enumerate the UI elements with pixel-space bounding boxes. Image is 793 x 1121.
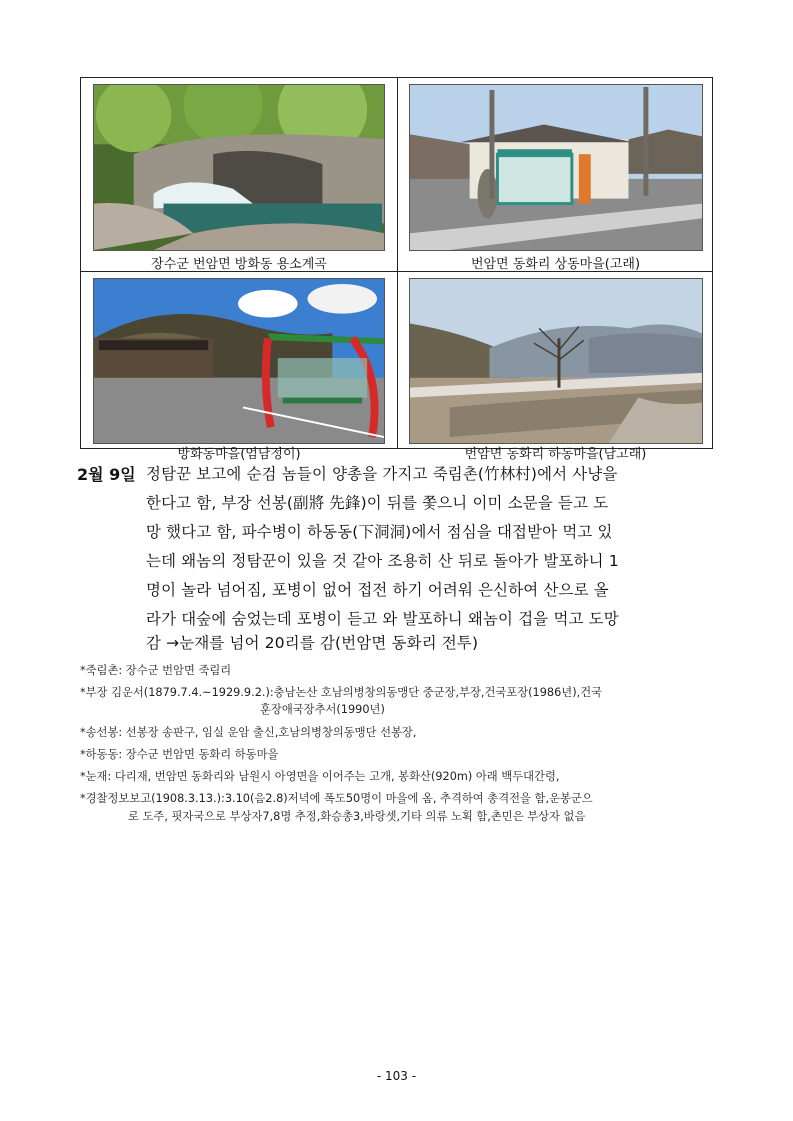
page-number: - 103 -: [376, 1069, 417, 1083]
entry-line: 망 했다고 함, 파수병이 하동동(下洞洞)에서 점심을 대접받아 먹고 있: [146, 523, 613, 541]
photo-valley-waterfall: [93, 84, 385, 251]
entry-date: 2월 9일: [77, 465, 136, 484]
footnote: *경찰정보보고(1908.3.13.):3.10(음2.8)저녁에 폭도50명이 마을에 옴, 추격하여 총격전을 함,운봉군으: [80, 792, 593, 805]
footnote: *부장 김운서(1879.7.4.~1929.9.2.):충남논산 호남의병창의동맹단 중군장,부장,건국포장(1986년),건국: [80, 686, 603, 699]
entry-line: 명이 놀라 넘어짐, 포병이 없어 접전 하기 어려워 은신하여 산으로 올: [146, 581, 609, 599]
footnote: *눈재: 다리재, 번암면 동화리와 남원시 아영면을 이어주는 고개, 봉화산(920m) 아래 백두대간령,: [80, 770, 560, 783]
caption-top-left: 장수군 번암면 방화동 용소계곡: [151, 257, 327, 272]
caption-top-right: 번암면 동화리 상동마을(고래): [470, 257, 641, 272]
entry-line: 한다고 함, 부장 선봉(副將 先鋒)이 뒤를 쫓으니 이미 소문을 듣고 도: [146, 494, 609, 512]
footnote: *송선봉: 선봉장 송판구, 임실 운암 출신,호남의병창의동맹단 선봉장,: [80, 726, 417, 739]
caption-bottom-left: 방화동마을(엄남정이): [177, 447, 301, 462]
footnote-continuation: 훈장애국장추서(1990년): [260, 703, 385, 716]
photo-table: [80, 77, 713, 462]
entry-line: 정탐꾼 보고에 순검 놈들이 양총을 가지고 죽림촌(竹林村)에서 사냥을: [146, 465, 618, 483]
entry-line: 라가 대숲에 숨었는데 포병이 듣고 와 발포하니 왜놈이 겁을 먹고 도망: [146, 610, 619, 628]
caption-bottom-right: 번암면 동화리 하동마을(남고래): [464, 447, 647, 462]
entry-line: 감 →눈재를 넘어 20리를 감(번암면 동화리 전투): [146, 634, 479, 652]
photo-sangdong-village: [409, 84, 703, 251]
footnote-continuation: 로 도주, 핏자국으로 부상자7,8명 추정,화승총3,바랑셋,기타 의류 노획 함,촌민은 부상자 없음: [128, 810, 586, 823]
footnote: *하동동: 장수군 번암면 동화리 하동마을: [80, 748, 279, 761]
entry-line: 는데 왜놈의 정탐꾼이 있을 것 같아 조용히 산 뒤로 돌아가 발포하니 1: [146, 552, 619, 570]
photo-hadong-village: [409, 278, 703, 444]
footnote: *죽림촌: 장수군 번암면 죽림리: [80, 664, 232, 677]
photo-banghwa-village: [93, 278, 385, 444]
